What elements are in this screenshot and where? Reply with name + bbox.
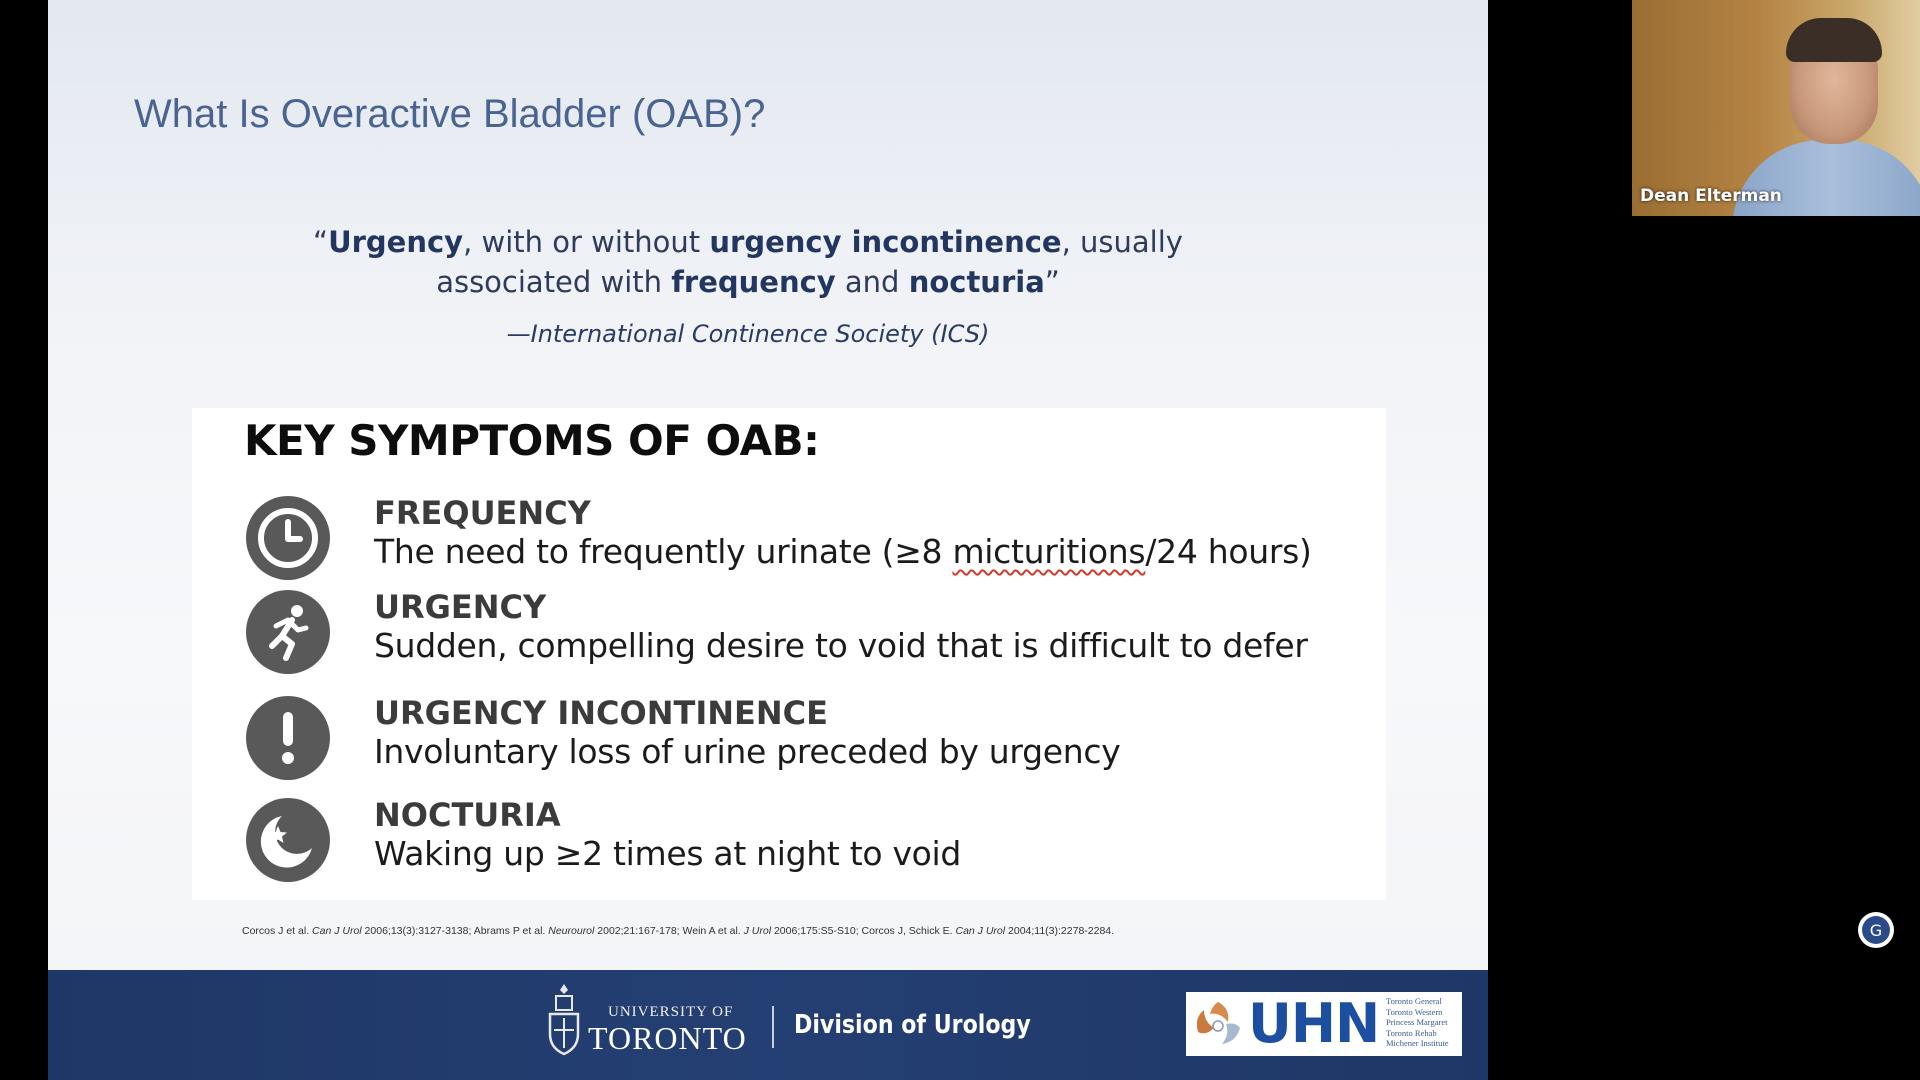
symptom-name: FREQUENCY <box>374 494 591 532</box>
reference-journal: Can J Urol <box>955 925 1006 937</box>
clock-icon <box>246 496 330 580</box>
quote-text: and <box>835 265 909 299</box>
reference-text: 2002;21:167-178; Wein A et al. <box>594 925 744 937</box>
key-symptoms-heading: KEY SYMPTOMS OF OAB: <box>244 416 820 465</box>
uhn-site: Toronto Western <box>1386 1006 1443 1017</box>
g-circle-icon[interactable] <box>1858 912 1894 948</box>
ics-definition-quote <box>248 222 1248 302</box>
quote-term-frequency: frequency <box>671 265 836 299</box>
uhn-logo <box>1186 992 1462 1056</box>
presentation-slide <box>48 0 1488 1080</box>
quote-term-urgency-incontinence: urgency incontinence <box>709 225 1062 259</box>
uhn-site: Toronto General <box>1386 996 1442 1006</box>
exclamation-icon <box>246 696 330 780</box>
division-name: Division of Urology <box>794 1010 1031 1040</box>
symptom-description: Sudden, compelling desire to void that is difficult to defer <box>374 626 1308 665</box>
university-crest-icon <box>546 982 582 1058</box>
quote-text: , usually <box>1061 225 1183 259</box>
symptom-description <box>374 532 1312 571</box>
key-symptoms-card <box>192 408 1386 900</box>
reference-text: 2006;175:S5-S10; Corcos J, Schick E. <box>771 925 956 937</box>
university-name-small: UNIVERSITY OF <box>608 1004 734 1020</box>
moon-star-icon <box>246 798 330 882</box>
reference-journal: J Urol <box>743 925 772 937</box>
symptom-name: NOCTURIA <box>374 796 561 834</box>
quote-source: —International Continence Society (ICS) <box>506 320 990 348</box>
footer-divider <box>772 1006 774 1048</box>
symptom-name: URGENCY INCONTINENCE <box>374 694 828 732</box>
symptom-description-text: The need to frequently urinate (≥8 <box>374 532 953 571</box>
symptom-urgency-incontinence <box>246 696 1366 786</box>
uhn-wordmark: UHN <box>1248 992 1380 1055</box>
participant-name-label: Dean Elterman <box>1640 186 1782 206</box>
symptom-frequency <box>246 496 1366 586</box>
g-circle-glyph: G <box>1862 916 1890 944</box>
university-name-large: TORONTO <box>588 1020 747 1056</box>
uhn-site: Princess Margaret <box>1386 1017 1448 1027</box>
uhn-swirl-icon <box>1190 998 1246 1050</box>
symptom-description: Waking up ≥2 times at night to void <box>374 834 962 873</box>
reference-journal: Can J Urol <box>312 925 362 937</box>
quote-text: associated with <box>436 265 672 299</box>
symptom-description: Involuntary loss of urine preceded by urgency <box>374 732 1121 771</box>
reference-text: 2004;11(3):2278-2284. <box>1005 925 1115 937</box>
reference-text: Corcos J et al. <box>242 925 313 937</box>
symptom-name: URGENCY <box>374 588 547 626</box>
quote-close-mark: ” <box>1044 265 1060 299</box>
spellcheck-marked-word: micturitions <box>952 532 1146 571</box>
slide-title: What Is Overactive Bladder (OAB)? <box>134 92 766 136</box>
participant-video-tile[interactable] <box>1632 0 1920 216</box>
references <box>242 924 1162 938</box>
reference-journal: Neurourol <box>548 925 595 937</box>
running-person-icon <box>246 590 330 674</box>
uhn-sites-list <box>1386 996 1460 1049</box>
slide-footer <box>48 970 1488 1080</box>
participant-hair <box>1786 18 1882 62</box>
symptom-urgency <box>246 590 1366 680</box>
quote-open-mark: “ <box>313 225 329 259</box>
quote-term-nocturia: nocturia <box>908 265 1045 299</box>
quote-text: , with or without <box>463 225 710 259</box>
quote-term-urgency: Urgency <box>328 225 464 259</box>
reference-text: 2006;13(3):3127-3138; Abrams P et al. <box>361 925 549 937</box>
symptom-description-text: /24 hours) <box>1145 532 1312 571</box>
symptom-nocturia <box>246 798 1366 888</box>
uhn-site: Michener Institute <box>1386 1038 1449 1048</box>
uhn-site: Toronto Rehab <box>1386 1027 1437 1038</box>
